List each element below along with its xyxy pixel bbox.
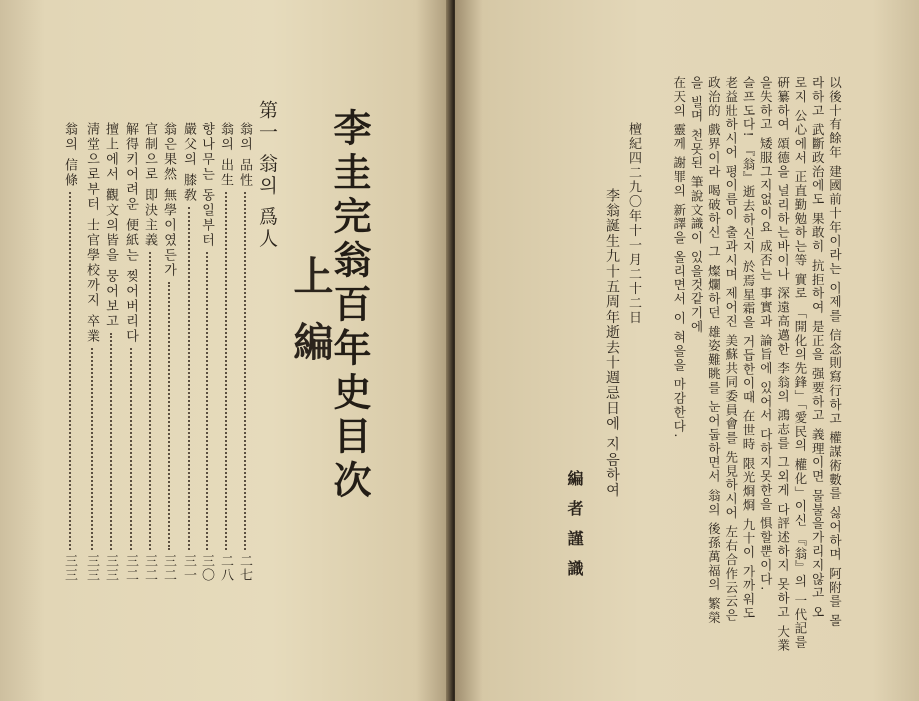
toc-item xyxy=(219,122,232,582)
preface-line: 政治的 戲界이라 喝破하신 그 燦爛하던 雄姿難眺를 눈어둡하면서 翁의 後孫萬福의 繁榮 xyxy=(706,76,722,625)
right-page xyxy=(455,0,919,701)
preface-line: 로지 公心에서 正直勤勉하는等 實로 「開化의先鋒」「愛民의 權化」이신 『翁』의 一代記를 xyxy=(792,76,808,650)
toc-leader-dots xyxy=(244,192,246,550)
toc-item-page: 三二 xyxy=(142,554,157,582)
toc-item-page: 三三 xyxy=(84,554,99,582)
preface-line: 在天의 靈께 謝罪의 新譯을 올리면서 이 혀을을 마감한다. xyxy=(671,76,687,439)
toc-item-page: 三三 xyxy=(62,554,77,582)
toc-item-page: 二八 xyxy=(218,554,233,582)
preface-line: 을 빌며 천못된 筆說文識이 있을것같기에 xyxy=(689,76,705,334)
toc-item-label: 翁은果然 無學이였든가 xyxy=(161,122,176,279)
toc-item-label: 향나무는 동일부터 xyxy=(199,122,214,249)
toc-leader-dots xyxy=(168,282,170,550)
toc-item-page: 三三 xyxy=(103,554,118,582)
toc-leader-dots xyxy=(130,348,132,550)
toc-item-page: 二七 xyxy=(237,554,252,582)
toc-item-label: 翁의 品性 xyxy=(237,122,252,189)
toc-item-label: 翁의 信條 xyxy=(62,122,77,189)
toc-item xyxy=(143,122,156,582)
toc-item-label: 官制으로 即決主義 xyxy=(142,122,157,249)
toc-item-label: 淸堂으로부터 士官學校까지 卒業 xyxy=(84,122,99,345)
toc-item-label: 擅上에서 觀文의皆을 뭉어보고 xyxy=(103,122,118,330)
toc-item-label: 嚴父의 膝敎 xyxy=(181,122,196,204)
toc-item-page: 三一 xyxy=(181,554,196,582)
left-page xyxy=(0,0,452,701)
preface-line: 老益壯하시어 평이름이 출과시며 제어진 美蘇共同委員會를 先見하시어 左右合作云云은 xyxy=(723,76,739,623)
preface-signature: 編者謹識 xyxy=(565,470,584,590)
toc-item xyxy=(200,122,213,582)
toc-leader-dots xyxy=(225,192,227,550)
toc-leader-dots xyxy=(110,333,112,550)
preface-line: 硏纂하여 頌德을 널리하는바이나 深遠高邁한 李翁의 鴻志를 그외게 다評述하지 못하고 大業 xyxy=(775,76,791,653)
preface-line: 以後十有餘年 建國前十年이라는 이제를 信念則寫行하고 權謀術數를 싫어하며 阿附를 몰 xyxy=(827,76,843,628)
toc-item xyxy=(238,122,251,582)
toc-item-label: 翁의 出生 xyxy=(218,122,233,189)
preface-dedication: 李翁誕生九十五周年逝去十週忌日에 지음하여 xyxy=(604,188,620,498)
chapter-heading: 第一 翁의 爲人 xyxy=(256,100,278,251)
toc-item xyxy=(124,122,137,582)
toc-leader-dots xyxy=(69,192,71,550)
toc-item-page: 三二 xyxy=(123,554,138,582)
toc-item-label: 解得키어려운 便紙는 찢어버리다 xyxy=(123,122,138,345)
book-title: 李圭完翁百年史目次 xyxy=(327,108,372,504)
preface-line: 슬프도다! 『翁』逝去하신지 於焉星霜을 거듭한이때 在世時 限光烱烱 九十이 가까워도 xyxy=(741,76,756,621)
volume-heading: 上編 xyxy=(287,255,334,387)
toc-item xyxy=(104,122,117,582)
toc-item xyxy=(182,122,195,582)
toc-item xyxy=(162,122,175,582)
toc-leader-dots xyxy=(188,207,190,550)
toc-leader-dots xyxy=(149,252,151,550)
toc-item-page: 三二 xyxy=(161,554,176,582)
toc-leader-dots xyxy=(206,252,208,550)
toc-leader-dots xyxy=(91,348,93,550)
preface-line: 을失하고 矮服그지없이요 成否는 事實과 論旨에 있어서 다하지못한을 惧할뿐이다. xyxy=(758,76,774,592)
preface-line: 라하고 武斷政治에도 果敢히 抗拒하여 是正을 强要하고 義理이면 물불을가리지않고 오 xyxy=(810,76,826,620)
toc-item xyxy=(85,122,98,582)
preface-date: 檀紀四二九〇年十一月二十二日 xyxy=(626,122,641,325)
toc-item-page: 三〇 xyxy=(199,554,214,582)
toc-item xyxy=(63,122,76,582)
